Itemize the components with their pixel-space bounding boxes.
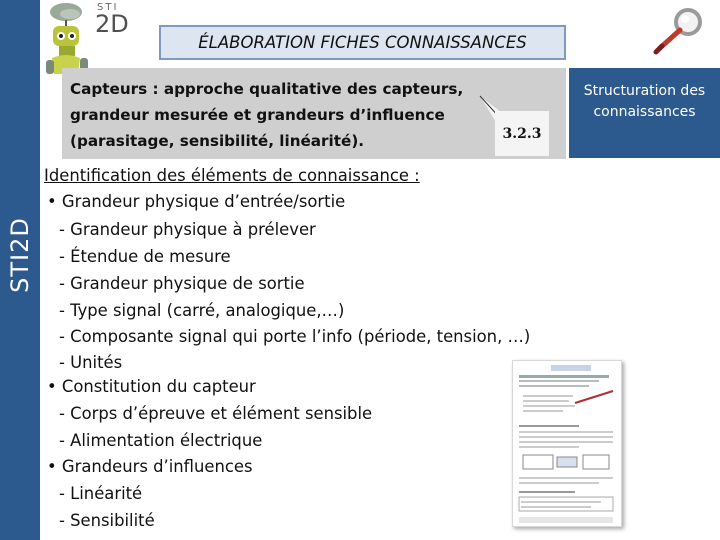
list-item: - Corps d’épreuve et élément sensible — [59, 404, 373, 423]
document-thumbnail — [512, 360, 622, 527]
list-item: - Unités — [59, 353, 123, 372]
list-item: - Linéarité — [59, 484, 143, 503]
topic-line: (parasitage, sensibilité, linéarité). — [70, 132, 365, 150]
page-title: ÉLABORATION FICHES CONNAISSANCES — [198, 33, 527, 52]
topic-line: Capteurs : approche qualitative des capteurs, — [70, 80, 464, 98]
bullet-item: • Grandeurs d’influences — [47, 457, 253, 476]
topic-line: grandeur mesurée et grandeurs d’influence — [70, 106, 445, 124]
bullet-item: • Constitution du capteur — [47, 377, 256, 396]
list-item: - Grandeur physique à prélever — [59, 220, 316, 239]
sidebar-band — [0, 0, 40, 540]
page-title-box — [159, 25, 566, 60]
list-item: - Alimentation électrique — [59, 431, 263, 450]
bullet-item: • Grandeur physique d’entrée/sortie — [47, 192, 346, 211]
badge-line: connaissances — [593, 104, 696, 120]
list-item: - Grandeur physique de sortie — [59, 274, 305, 293]
list-item: - Sensibilité — [59, 511, 155, 530]
sidebar-label: STI2D — [6, 217, 34, 293]
topic-text — [70, 76, 463, 154]
badge-line: Structuration des — [583, 83, 706, 99]
logo-2d-text: 2D — [95, 10, 129, 38]
section-number-callout — [495, 111, 549, 156]
list-item: - Composante signal qui porte l’info (période, tension, …) — [59, 327, 531, 346]
list-item: - Type signal (carré, analogique,…) — [59, 301, 345, 320]
list-item: - Étendue de mesure — [59, 247, 231, 266]
logo-sti-text: STI — [97, 2, 119, 13]
magnifier-icon — [650, 2, 714, 64]
section-number: 3.2.3 — [502, 125, 542, 142]
content-heading: Identification des éléments de connaissance : — [44, 166, 420, 185]
badge-text — [569, 81, 720, 123]
structuration-badge — [569, 68, 720, 158]
thumbnail-graphic — [513, 361, 621, 526]
